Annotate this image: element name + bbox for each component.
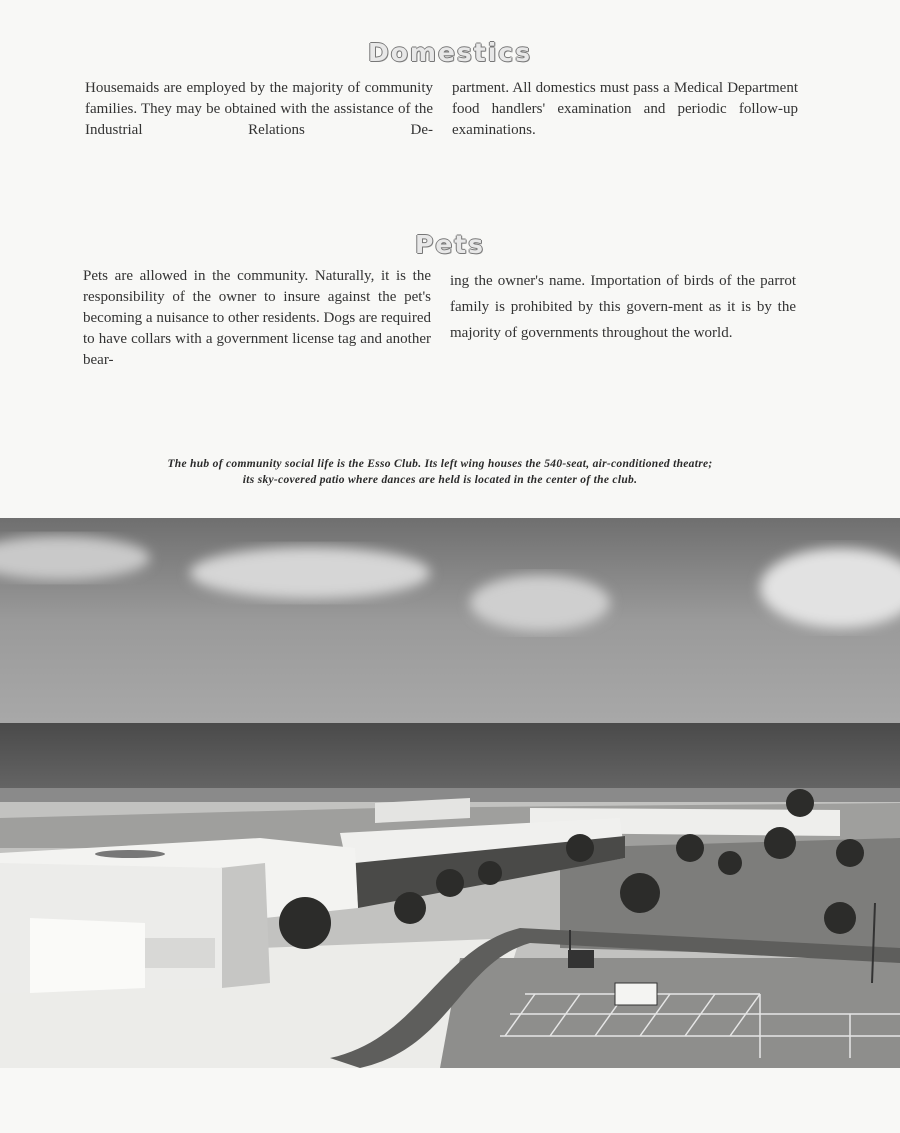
esso-club-photo-drawing (0, 518, 900, 1068)
domestics-col-2: partment. All domestics must pass a Medical Department food handlers' examination and periodic follow-up examinations. (452, 80, 798, 138)
domestics-heading: Domestics (367, 38, 533, 67)
pets-heading: Pets (414, 230, 486, 259)
photo-caption: The hub of community social life is the Esso Club. Its left wing houses the 540-seat, air-conditioned theatre; its sky-covered patio where dances are held is located in the center of the club. (167, 458, 713, 486)
domestics-col-1: Housemaids are employed by the majority of community families. They may be obtained with the assistance of the Industrial Relations De- (85, 80, 433, 138)
pets-col-1: Pets are allowed in the community. Naturally, it is the responsibility of the owner to insure against the pet's becoming a nuisance to other residents. Dogs are required to have collars with a government license tag and another bear- (83, 268, 431, 368)
pets-col-2: ing the owner's name. Importation of birds of the parrot family is prohibited by this govern-ment as it is by the majority of governments throughout the world. (450, 273, 796, 341)
esso-club-photo (0, 518, 900, 1068)
